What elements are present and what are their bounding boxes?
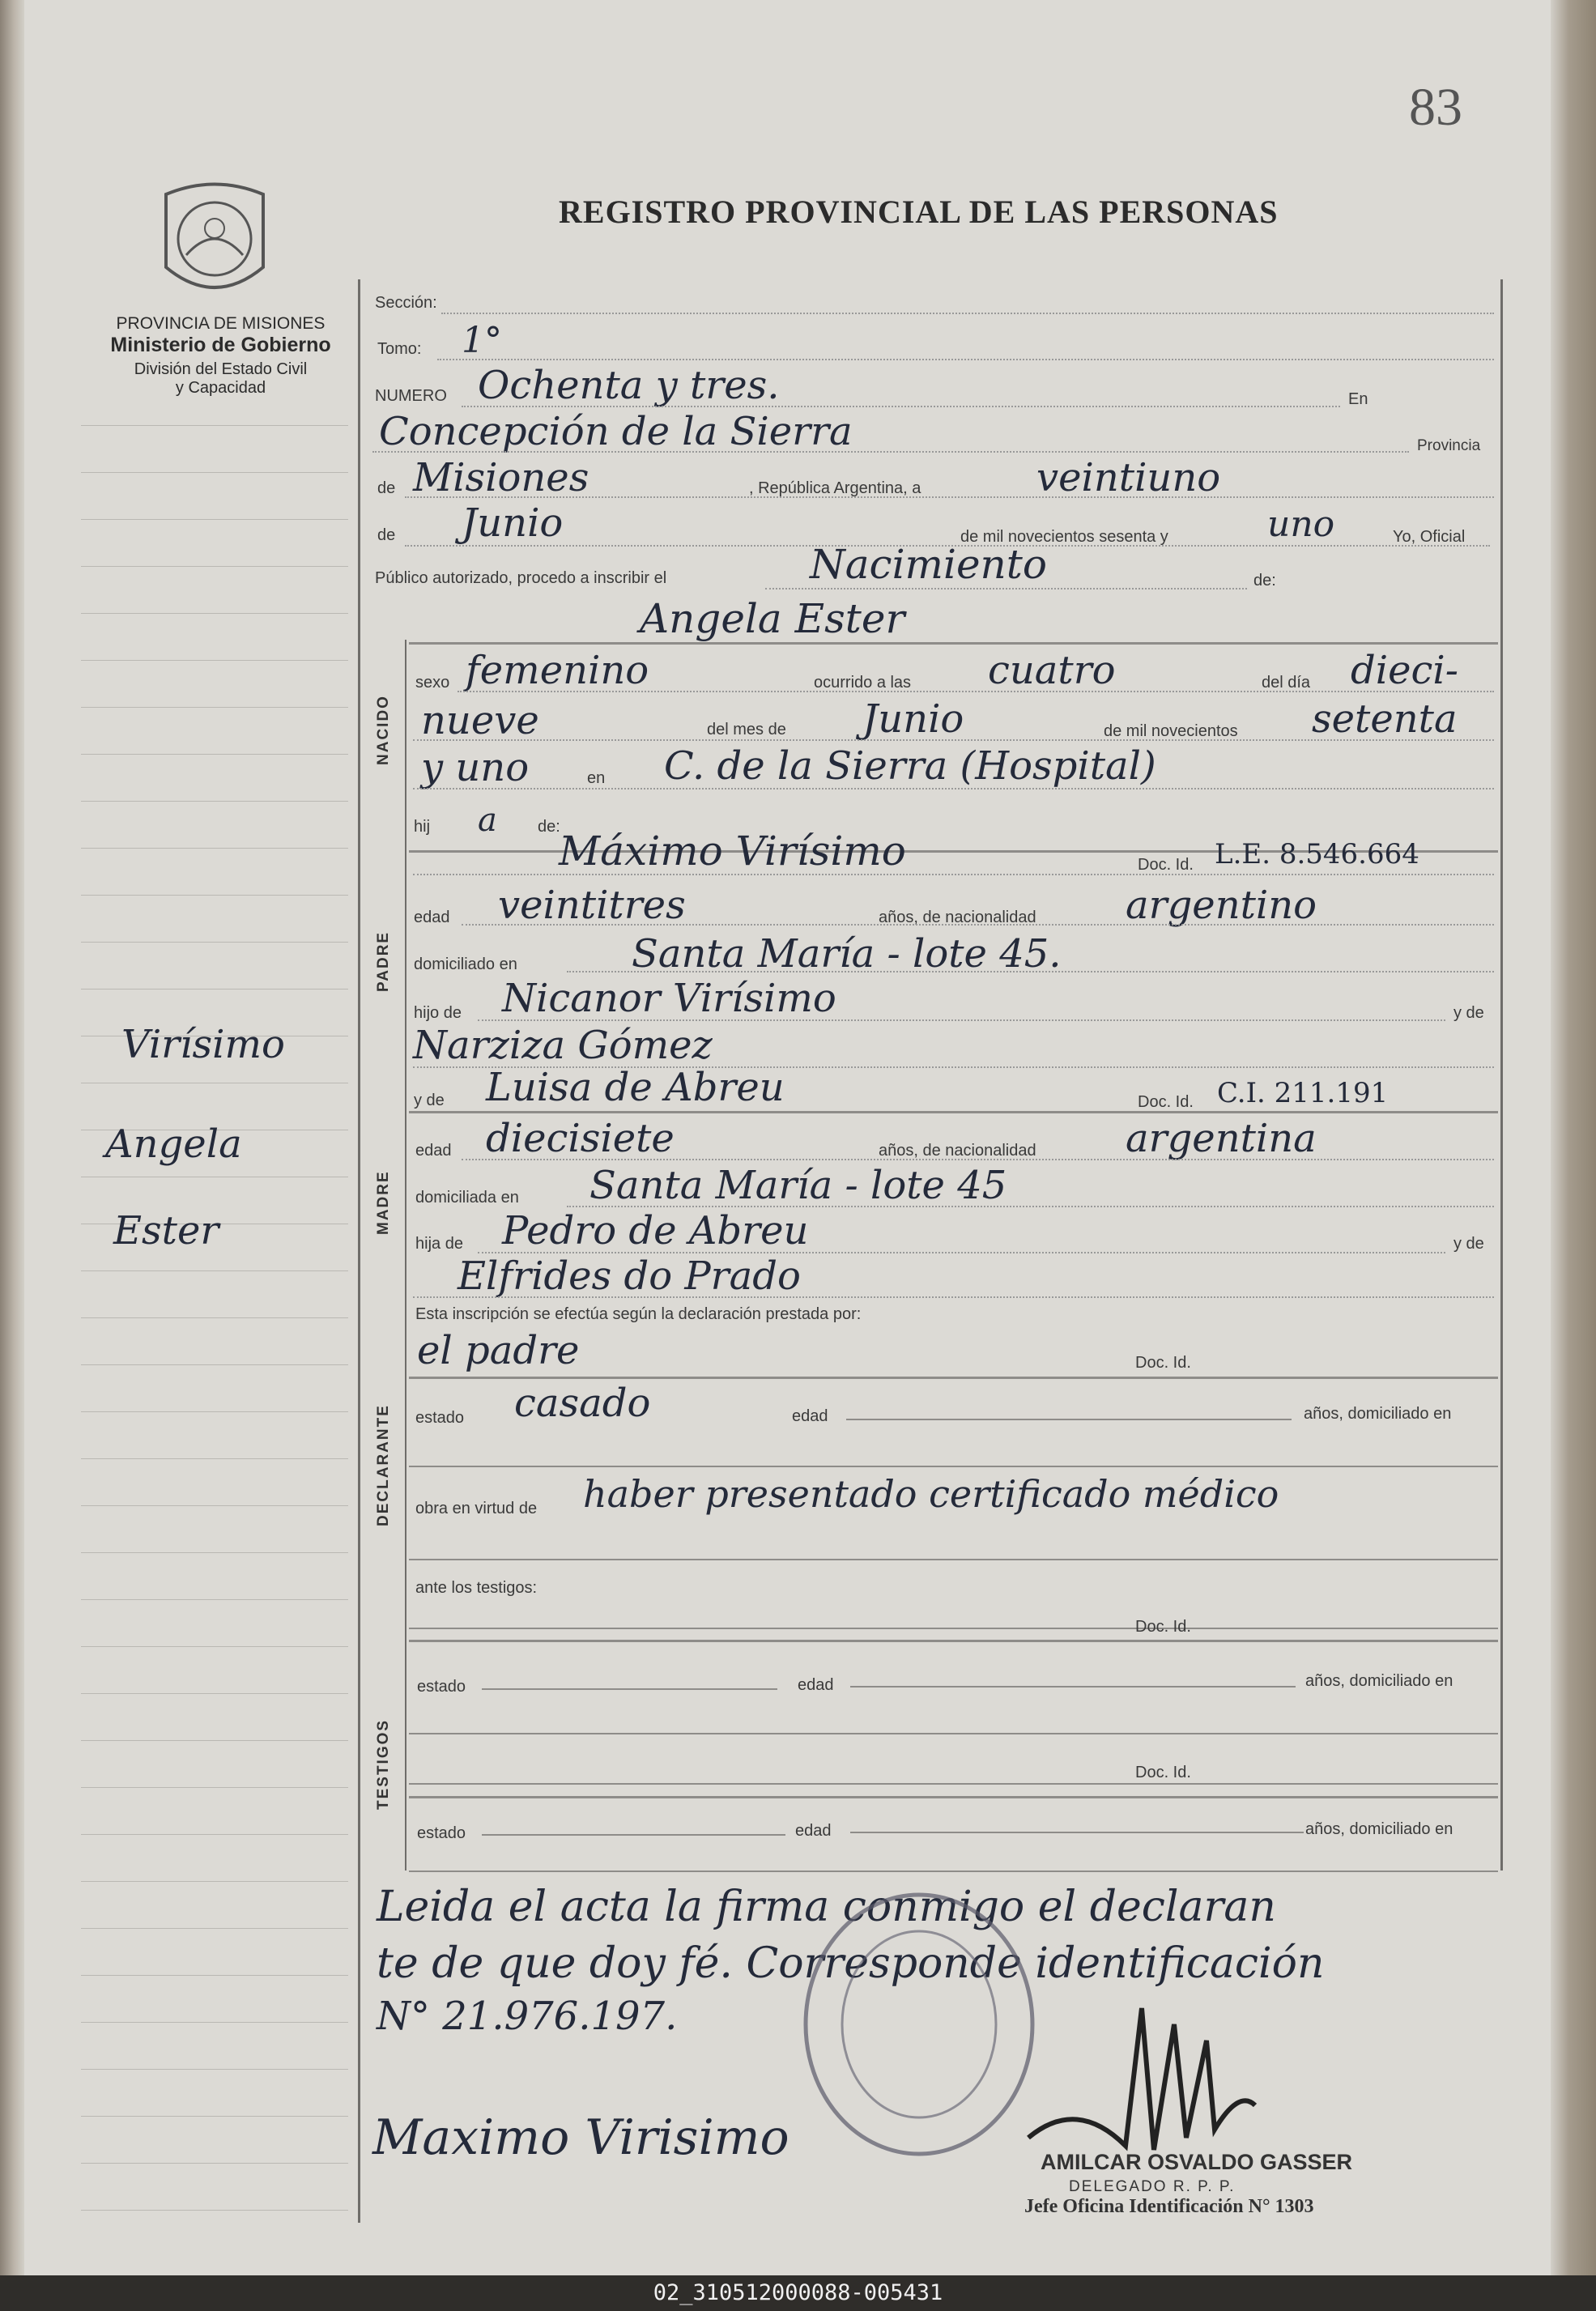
field-dia[interactable]: [413, 738, 1494, 741]
label-hija-de: hija de: [415, 1235, 463, 1253]
lugar-value: Concepción de la Sierra: [379, 409, 853, 454]
label-doc-id-t1: Doc. Id.: [1135, 1618, 1191, 1636]
mes-acta-value: Junio: [462, 500, 564, 546]
dia-acta-value: veintiuno: [1036, 455, 1221, 500]
book-binding: [0, 0, 24, 2275]
field-sexo[interactable]: [458, 690, 1494, 692]
margin-name-2: Ester: [113, 1208, 219, 1253]
label-numero: NUMERO: [375, 387, 447, 405]
nacido-top-rule: [409, 642, 1498, 645]
madre-dom-value: Santa María - lote 45: [589, 1163, 1007, 1208]
field-testigo-2[interactable]: [409, 1783, 1498, 1785]
field-dom-t1[interactable]: [409, 1733, 1498, 1734]
official-signature: [1012, 1976, 1271, 2178]
label-estado-decl: estado: [415, 1409, 465, 1427]
label-doc-id-madre: Doc. Id.: [1138, 1093, 1194, 1111]
label-edad-t2: edad: [795, 1822, 832, 1840]
nombre-value: Angela Ester: [640, 595, 905, 642]
padre-dom-value: Santa María - lote 45.: [632, 931, 1062, 977]
page-edge: [1551, 0, 1596, 2275]
sexo-value: femenino: [466, 648, 649, 693]
field-padre-dom[interactable]: [567, 970, 1494, 972]
label-de-colon-2: de:: [538, 818, 560, 836]
numero-value: Ochenta y tres.: [478, 363, 780, 408]
field-edad-t1[interactable]: [850, 1686, 1296, 1687]
padre-nac-value: argentino: [1126, 883, 1317, 928]
label-sexo: sexo: [415, 674, 450, 692]
provincia-value: Misiones: [413, 455, 589, 500]
label-anos-dom-t2: años, domiciliado en: [1305, 1820, 1453, 1838]
declarante-top-rule: [409, 1377, 1498, 1379]
acto-value: Nacimiento: [810, 541, 1047, 588]
madre-madre-value: Elfrides do Prado: [458, 1253, 801, 1299]
label-edad-t1: edad: [798, 1676, 834, 1694]
field-domicilio-decl[interactable]: [409, 1466, 1498, 1467]
label-en: En: [1348, 390, 1368, 408]
lugar-nac-value: C. de la Sierra (Hospital): [664, 743, 1156, 789]
label-republica: , República Argentina, a: [749, 479, 921, 497]
label-domiciliada: domiciliada en: [415, 1189, 519, 1207]
label-estado-t1: estado: [417, 1678, 466, 1696]
field-numero[interactable]: [462, 405, 1340, 407]
org-province: PROVINCIA DE MISIONES: [116, 314, 326, 333]
field-acto[interactable]: [765, 587, 1247, 589]
field-fecha[interactable]: [405, 496, 1494, 498]
mes-nac-value: Junio: [862, 696, 964, 742]
label-edad-madre: edad: [415, 1142, 452, 1160]
madre-nombre-value: Luisa de Abreu: [486, 1065, 785, 1110]
label-ocurrido: ocurrido a las: [814, 674, 912, 692]
hij-suffix: a: [478, 802, 497, 839]
field-madre-madre[interactable]: [413, 1296, 1494, 1298]
cierre-line-3: N° 21.976.197.: [377, 1994, 678, 2039]
label-anos-nac-padre: años, de nacionalidad: [879, 909, 1036, 926]
label-testigos: ante los testigos:: [415, 1579, 538, 1597]
margin-surname: Virísimo: [121, 1022, 285, 1067]
label-hijo-de: hijo de: [414, 1004, 462, 1022]
form-right-border: [1500, 279, 1503, 1871]
testigos-top-rule: [409, 1640, 1498, 1642]
page-number: 83: [1409, 78, 1462, 137]
label-y-de-padre: y de: [1453, 1004, 1484, 1022]
section-nacido: NACIDO: [375, 695, 392, 765]
label-de-colon: de:: [1253, 572, 1276, 589]
org-division-2: y Capacidad: [175, 379, 266, 397]
label-anos-dom-decl: años, domiciliado en: [1304, 1405, 1452, 1423]
padre-nombre-value: Máximo Virísimo: [559, 828, 906, 875]
field-lugar[interactable]: [372, 450, 1409, 453]
field-estado-t1[interactable]: [482, 1688, 777, 1690]
field-madre-edad[interactable]: [462, 1158, 1494, 1160]
label-seccion: Sección:: [375, 294, 437, 312]
field-dom-t2[interactable]: [409, 1871, 1498, 1872]
field-tomo[interactable]: [437, 358, 1494, 360]
label-del-mes: del mes de: [707, 721, 786, 738]
field-edad-decl[interactable]: [846, 1419, 1292, 1420]
margin-name-1: Angela: [105, 1121, 242, 1167]
field-seccion[interactable]: [441, 312, 1494, 314]
section-declarante: DECLARANTE: [375, 1404, 392, 1526]
label-publico: Público autorizado, procedo a inscribir el: [375, 569, 667, 587]
label-de-2: de: [377, 526, 396, 544]
madre-nac-value: argentina: [1126, 1116, 1317, 1161]
label-hij: hij: [414, 818, 431, 836]
field-obra-2[interactable]: [409, 1559, 1498, 1560]
dia-nac-2-value: nueve: [421, 698, 539, 743]
madre-top-rule: [409, 1111, 1498, 1113]
label-edad-padre: edad: [414, 909, 450, 926]
field-padre-edad[interactable]: [462, 923, 1494, 926]
dia-nac-value: dieci-: [1351, 648, 1458, 693]
field-testigo-1[interactable]: [409, 1628, 1498, 1629]
label-doc-id-padre: Doc. Id.: [1138, 856, 1194, 874]
anio-nac-2-value: y uno: [421, 745, 530, 790]
section-padre: PADRE: [375, 930, 392, 992]
madre-edad-value: diecisiete: [486, 1116, 675, 1161]
anio-nac-value: setenta: [1312, 696, 1458, 742]
field-padre-nombre[interactable]: [413, 873, 1494, 875]
tomo-value: 1°: [462, 320, 502, 361]
label-anos-nac-madre: años, de nacionalidad: [879, 1142, 1036, 1160]
cierre-line-2: te de que doy fé. Corresponde identificación: [377, 1939, 1325, 1988]
image-footer-id: 02_310512000088-005431: [0, 2275, 1596, 2311]
label-estado-t2: estado: [417, 1824, 466, 1842]
official-office: Jefe Oficina Identificación N° 1303: [1024, 2196, 1314, 2217]
label-provincia: Provincia: [1417, 437, 1481, 454]
label-obra: obra en virtud de: [415, 1500, 538, 1517]
label-de-mil-nov: de mil novecientos: [1104, 722, 1238, 740]
padre-edad-value: veintitres: [498, 883, 686, 928]
hora-value: cuatro: [988, 648, 1116, 693]
field-edad-t2[interactable]: [850, 1832, 1304, 1833]
declarante-signature: Maximo Virisimo: [372, 2109, 789, 2166]
field-madre-dom[interactable]: [567, 1205, 1494, 1207]
testigo-2-rule: [409, 1796, 1498, 1798]
label-doc-id-t2: Doc. Id.: [1135, 1764, 1191, 1781]
section-madre: MADRE: [375, 1170, 392, 1235]
label-edad-decl: edad: [792, 1407, 828, 1425]
obra-value: haber presentado certificado médico: [583, 1472, 1279, 1516]
label-tomo: Tomo:: [377, 340, 422, 358]
label-inscripcion: Esta inscripción se efectúa según la declaración prestada por:: [415, 1305, 862, 1323]
label-del-dia: del día: [1262, 674, 1311, 692]
section-testigos: TESTIGOS: [375, 1718, 392, 1810]
org-ministry: Ministerio de Gobierno: [110, 334, 331, 356]
padre-madre-value: Narziza Gómez: [413, 1023, 713, 1068]
label-domiciliado: domiciliado en: [414, 955, 517, 973]
label-doc-id-decl: Doc. Id.: [1135, 1354, 1191, 1372]
label-y-de-madre: y de: [414, 1092, 445, 1109]
register-title: REGISTRO PROVINCIAL DE LAS PERSONAS: [559, 194, 1279, 230]
madre-doc-value: C.I. 211.191: [1217, 1077, 1389, 1109]
official-stamp: [798, 1887, 1041, 2162]
declarante-value: el padre: [417, 1328, 580, 1373]
label-y-de-madre-2: y de: [1453, 1235, 1484, 1253]
cierre-line-1: Leida el acta la firma conmigo el declaran: [377, 1883, 1276, 1931]
label-en-lc: en: [587, 769, 606, 787]
label-de-1: de: [377, 479, 396, 497]
anio-acta-value: uno: [1267, 504, 1335, 545]
field-estado-t2[interactable]: [482, 1834, 785, 1836]
label-yo-oficial: Yo, Oficial: [1393, 528, 1466, 546]
label-de-mil: de mil novecientos sesenta y: [960, 528, 1168, 546]
label-anos-dom-t1: años, domiciliado en: [1305, 1672, 1453, 1690]
field-padre-padre[interactable]: [478, 1019, 1445, 1021]
madre-padre-value: Pedro de Abreu: [502, 1208, 809, 1253]
form-left-border: [358, 279, 360, 2223]
org-division: División del Estado Civil: [134, 360, 308, 378]
section-border: [405, 640, 406, 1871]
official-role: DELEGADO R. P. P.: [1069, 2178, 1236, 2195]
declarante-estado-value: casado: [514, 1381, 651, 1426]
padre-padre-value: Nicanor Virísimo: [502, 976, 836, 1021]
padre-doc-value: L.E. 8.546.664: [1215, 838, 1419, 870]
provincial-emblem: [158, 178, 271, 308]
official-name: AMILCAR OSVALDO GASSER: [1041, 2150, 1353, 2174]
field-lugar-nac[interactable]: [413, 787, 1494, 789]
